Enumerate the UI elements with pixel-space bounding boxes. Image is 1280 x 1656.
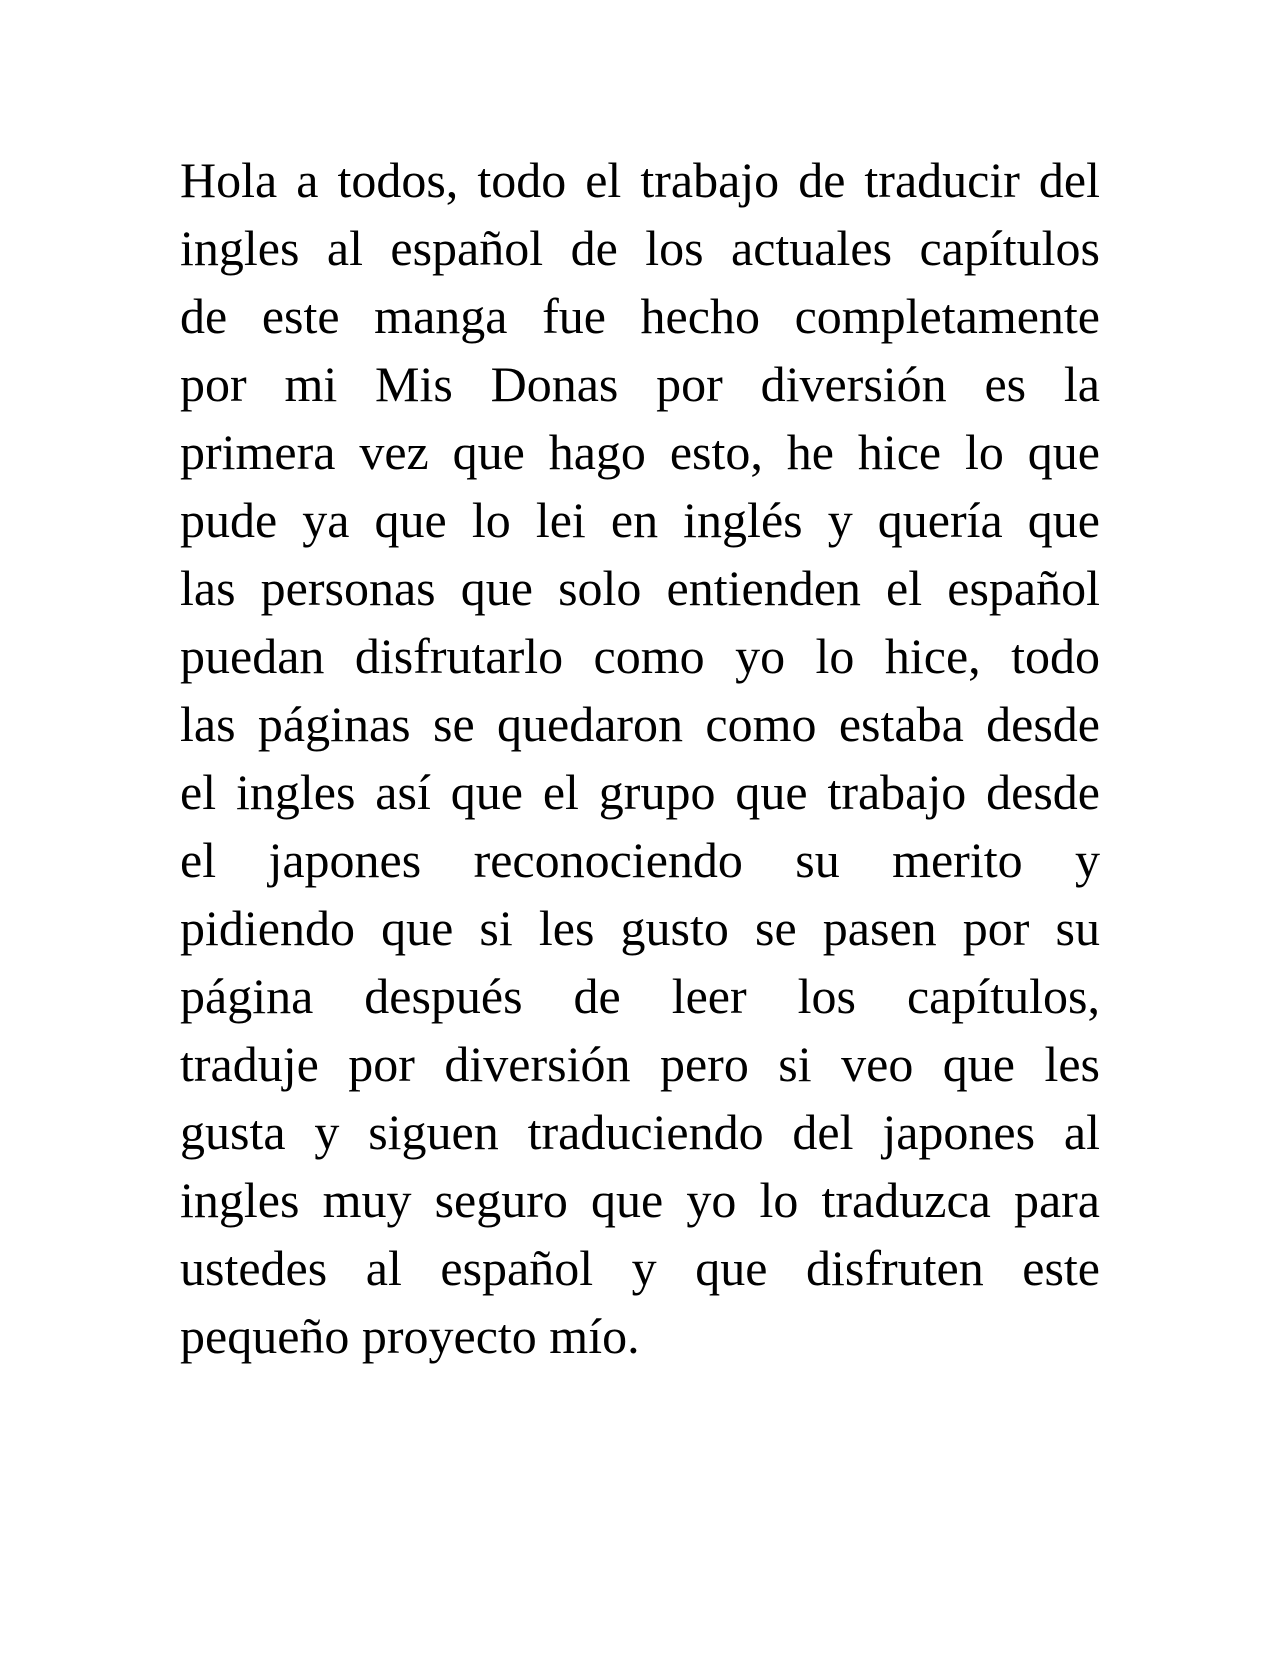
text-line: ingles al español de los actuales capítulos (180, 220, 1100, 276)
text-line: pequeño proyecto mío. (180, 1308, 640, 1364)
text-line: el japones reconociendo su merito y (180, 832, 1100, 888)
text-line: página después de leer los capítulos, (180, 968, 1100, 1024)
paragraph-text-block (180, 146, 1100, 1370)
text-line: traduje por diversión pero si veo que les (180, 1036, 1100, 1092)
text-line: de este manga fue hecho completamente (180, 288, 1100, 344)
text-line: las personas que solo entienden el español (180, 560, 1100, 616)
text-line: pidiendo que si les gusto se pasen por su (180, 900, 1100, 956)
text-line: ingles muy seguro que yo lo traduzca para (180, 1172, 1100, 1228)
text-line: Hola a todos, todo el trabajo de traducir del (180, 152, 1100, 208)
text-line: ustedes al español y que disfruten este (180, 1240, 1100, 1296)
text-line: las páginas se quedaron como estaba desde (180, 696, 1100, 752)
text-line: gusta y siguen traduciendo del japones al (180, 1104, 1100, 1160)
text-line: por mi Mis Donas por diversión es la (180, 356, 1100, 412)
text-line: el ingles así que el grupo que trabajo desde (180, 764, 1100, 820)
text-line: primera vez que hago esto, he hice lo que (180, 424, 1100, 480)
text-line: puedan disfrutarlo como yo lo hice, todo (180, 628, 1100, 684)
text-line: pude ya que lo lei en inglés y quería que (180, 492, 1100, 548)
